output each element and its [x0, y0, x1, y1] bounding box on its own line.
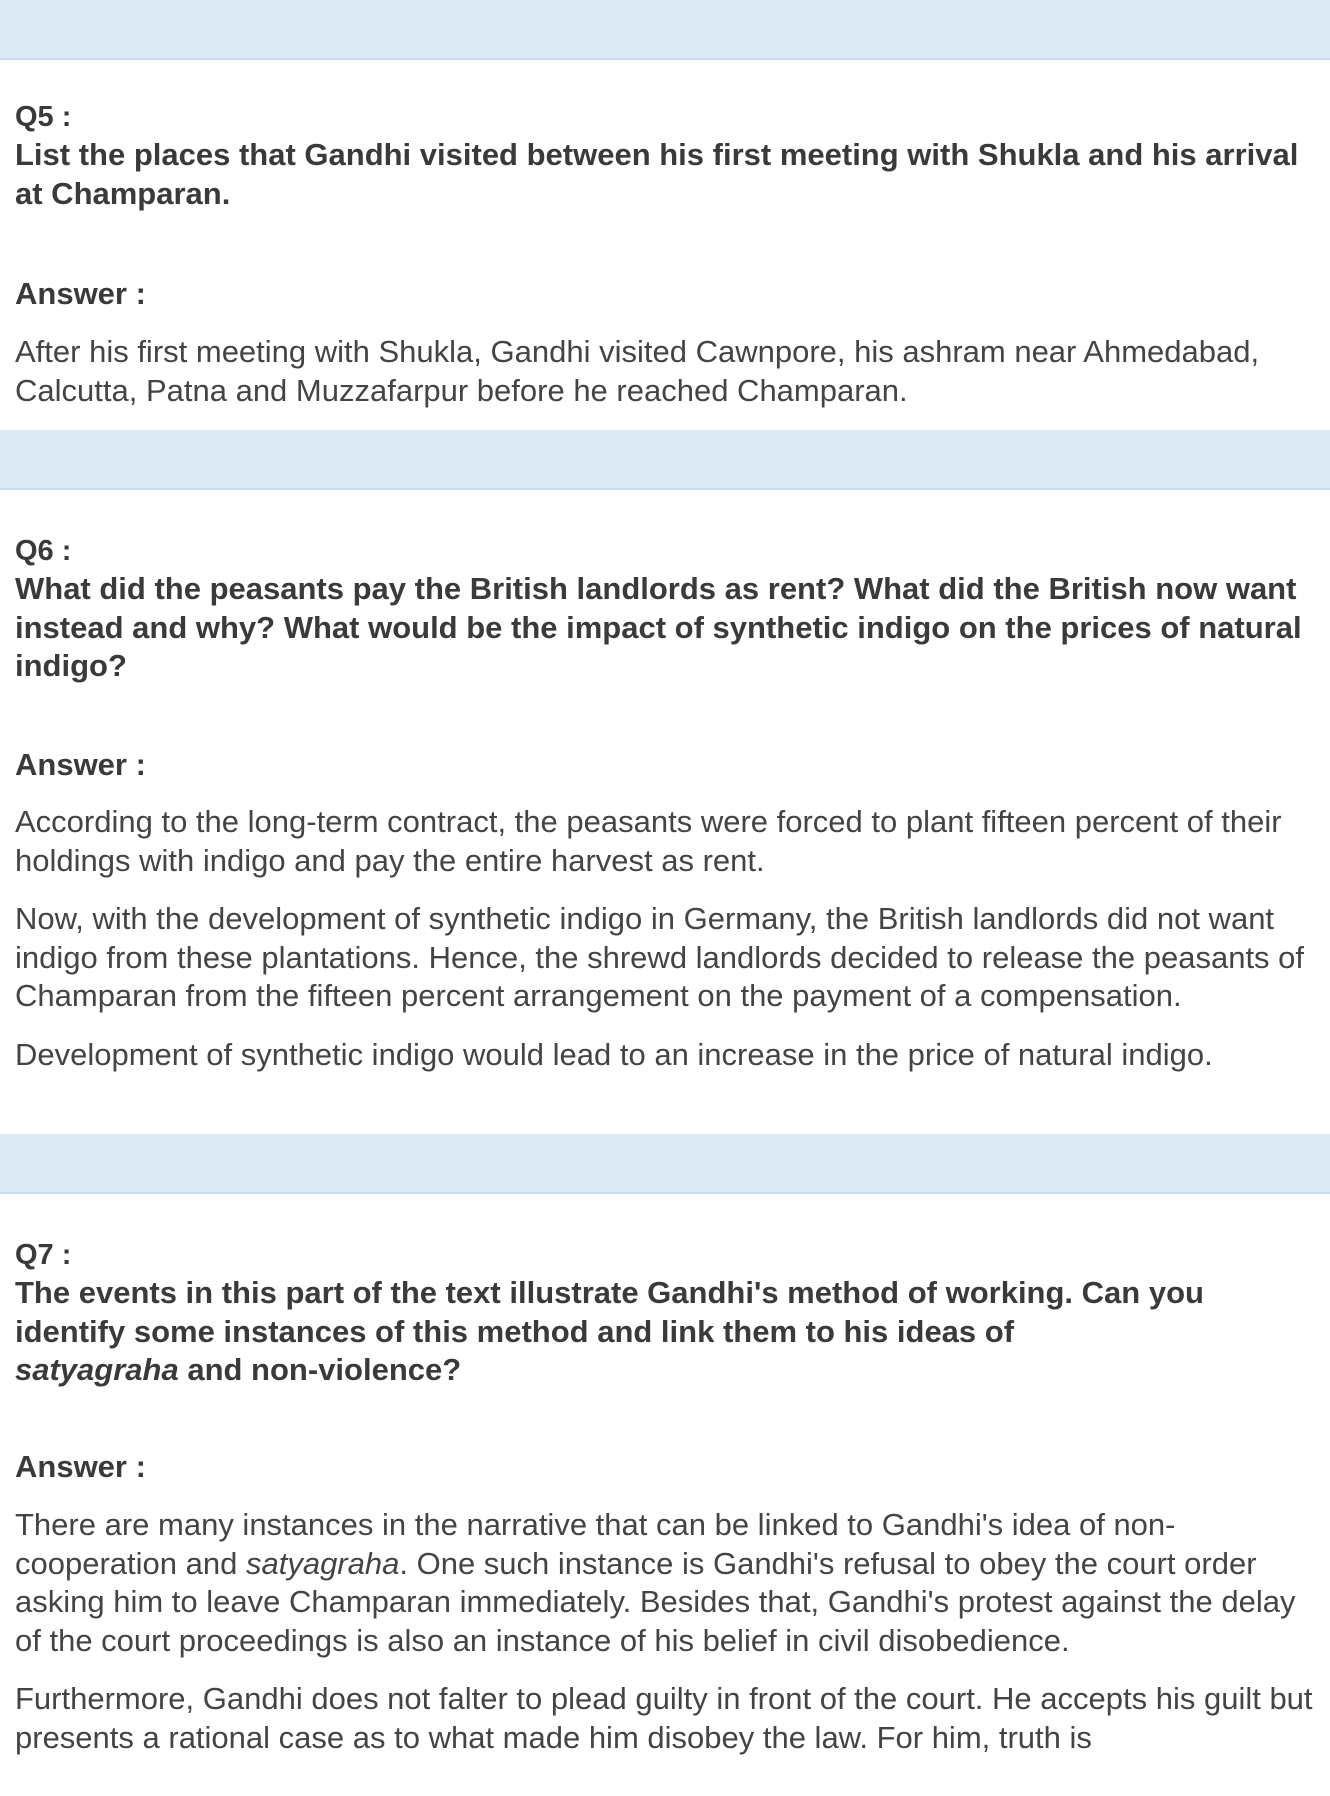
answer-label: Answer :: [15, 1449, 146, 1484]
question-block-q7: [15, 1236, 1320, 1390]
question-text: What did the peasants pay the British landlords as rent? What did the British now want instead and why? What would be the impact of synthetic indigo on the prices of natural indigo?: [15, 571, 1302, 683]
answer-paragraph: After his first meeting with Shukla, Gandhi visited Cawnpore, his ashram near Ahmedabad, Calcutta, Patna and Muzzafarpur before he reached Champaran.: [15, 334, 1260, 408]
answer-block-q5: [15, 333, 1320, 410]
answer-block-q6: [15, 803, 1320, 1074]
answer-text-italic: satyagraha: [245, 1545, 400, 1581]
answer-paragraph: According to the long-term contract, the peasants were forced to plant fifteen percent of their holdings with indigo and pay the entire harvest as rent.: [15, 804, 1282, 878]
answer-block-q7: [15, 1506, 1320, 1757]
section-divider-q7: [0, 1134, 1330, 1194]
answer-paragraph: Furthermore, Gandhi does not falter to plead guilty in front of the court. He accepts his guilt but presents a rational case as to what made him disobey the law. For him, truth is: [15, 1681, 1313, 1755]
question-text: [15, 1274, 1320, 1390]
answer-paragraph: Now, with the development of synthetic indigo in Germany, the British landlords did not want indigo from these plantations. Hence, the shrewd landlords decided to release the peasants of Champaran from the fifteen percent arrangement on the payment of a compensation.: [15, 901, 1305, 1013]
question-number: Q6 :: [15, 535, 72, 567]
answer-paragraph: Development of synthetic indigo would lead to an increase in the price of natural indigo.: [15, 1036, 1213, 1072]
question-text: List the places that Gandhi visited between his first meeting with Shukla and his arrival at Champaran.: [15, 137, 1299, 211]
question-block-q6: [15, 532, 1320, 686]
answer-label: Answer :: [15, 276, 146, 311]
question-text-italic: satyagraha: [15, 1352, 179, 1387]
answer-paragraph: [15, 1506, 1320, 1660]
question-text-part: The events in this part of the text illustrate Gandhi's method of working. Can you identify some instances of this method and link them to his ideas of: [15, 1275, 1204, 1349]
answer-label: Answer :: [15, 747, 146, 782]
section-divider-top: [0, 0, 1330, 60]
answer-text-part: There are many instances in the narrative that can be linked to Gandhi's idea of non-cooperation and: [15, 1507, 1176, 1581]
question-number: Q5 :: [15, 101, 72, 133]
question-block-q5: [15, 98, 1320, 213]
question-number: Q7 :: [15, 1239, 72, 1271]
answer-text-part: . One such instance is Gandhi's refusal to obey the court order asking him to leave Champaran immediately. Besides that, Gandhi's protest against the delay of the court proceedings is also an instance of his belief in civil disobedience.: [15, 1545, 1296, 1658]
question-text-part: and non-violence?: [178, 1352, 462, 1387]
section-divider-q6: [0, 430, 1330, 490]
